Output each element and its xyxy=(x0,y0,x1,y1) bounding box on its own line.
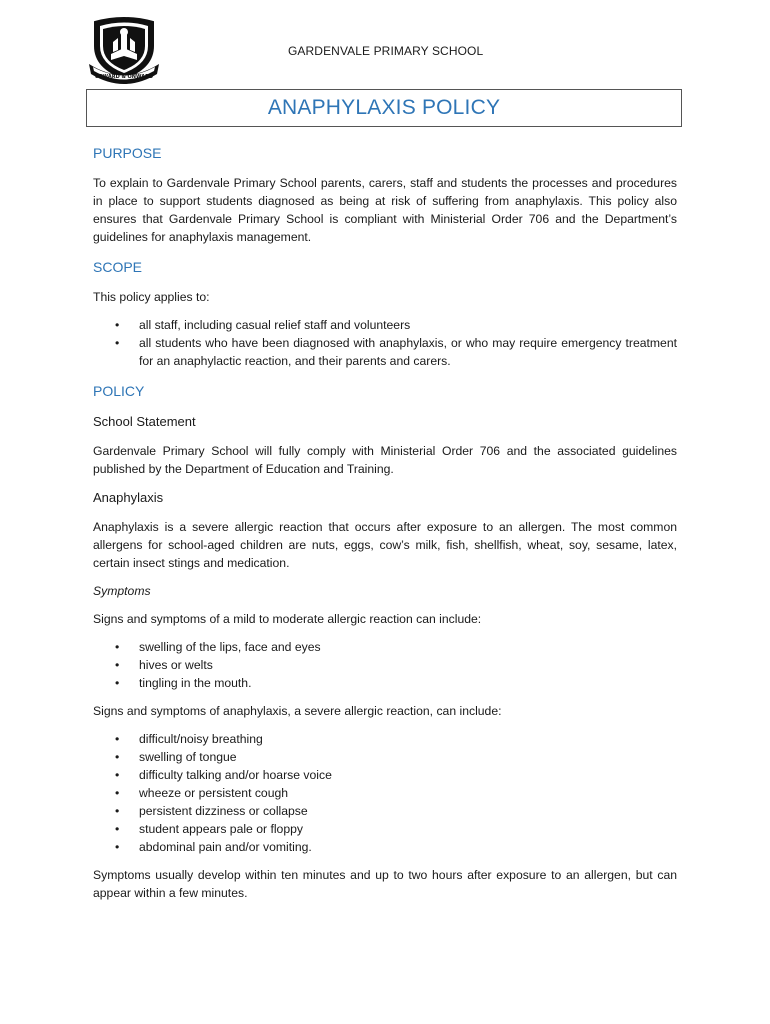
symptoms-closing-text: Symptoms usually develop within ten minutes and up to two hours after exposure to an allergen, but can appear within a few minutes. xyxy=(93,868,677,900)
list-item: • swelling of tongue xyxy=(93,748,677,766)
severe-symptoms-list xyxy=(93,730,677,856)
list-item: • persistent dizziness or collapse xyxy=(93,802,677,820)
logo-motto: UPWARD & ONWARD xyxy=(94,74,154,80)
mild-symptoms-intro: Signs and symptoms of a mild to moderate allergic reaction can include: xyxy=(93,612,482,626)
document-title: ANAPHYLAXIS POLICY xyxy=(267,96,501,119)
list-item: • student appears pale or floppy xyxy=(93,820,677,838)
severe-symptoms-intro: Signs and symptoms of anaphylaxis, a severe allergic reaction, can include: xyxy=(93,704,502,718)
symptoms-heading: Symptoms xyxy=(93,584,151,598)
mild-symptoms-list xyxy=(93,638,677,692)
anaphylaxis-heading: Anaphylaxis xyxy=(93,490,164,505)
school-statement-text: Gardenvale Primary School will fully comply with Ministerial Order 706 and the associated guidelines published by the Department of Education and Training. xyxy=(93,444,677,476)
list-item: • all staff, including casual relief staff and volunteers xyxy=(93,316,677,334)
school-statement-heading: School Statement xyxy=(93,414,196,429)
list-item: • tingling in the mouth. xyxy=(93,674,677,692)
list-item: • swelling of the lips, face and eyes xyxy=(93,638,677,656)
policy-heading: POLICY xyxy=(93,383,145,399)
purpose-text: To explain to Gardenvale Primary School parents, carers, staff and students the processes and procedures in place to support students diagnosed as being at risk of suffering from anaphylaxis. This policy also ensures that Gardenvale Primary School is compliant with Ministerial Order 706 and the Department’s guidelines for anaphylaxis management. xyxy=(93,176,677,244)
school-name: GARDENVALE PRIMARY SCHOOL xyxy=(288,44,484,58)
list-item: • difficulty talking and/or hoarse voice xyxy=(93,766,677,784)
school-crest-logo xyxy=(87,16,161,86)
anaphylaxis-text: Anaphylaxis is a severe allergic reaction that occurs after exposure to an allergen. The most common allergens for school-aged children are nuts, eggs, cow’s milk, fish, shellfish, wheat, soy, sesame, latex, certain insect stings and medication. xyxy=(93,520,677,570)
scope-list xyxy=(93,316,677,370)
scope-intro: This policy applies to: xyxy=(93,290,210,304)
list-item: • hives or welts xyxy=(93,656,677,674)
title-box xyxy=(86,89,682,127)
list-item: • abdominal pain and/or vomiting. xyxy=(93,838,677,856)
document-body xyxy=(93,142,677,902)
list-item: • all students who have been diagnosed with anaphylaxis, or who may require emergency treatment for an anaphylactic reaction, and their parents and carers. xyxy=(93,334,677,370)
purpose-heading: PURPOSE xyxy=(93,145,162,161)
scope-heading: SCOPE xyxy=(93,259,143,275)
list-item: • wheeze or persistent cough xyxy=(93,784,677,802)
list-item: • difficult/noisy breathing xyxy=(93,730,677,748)
